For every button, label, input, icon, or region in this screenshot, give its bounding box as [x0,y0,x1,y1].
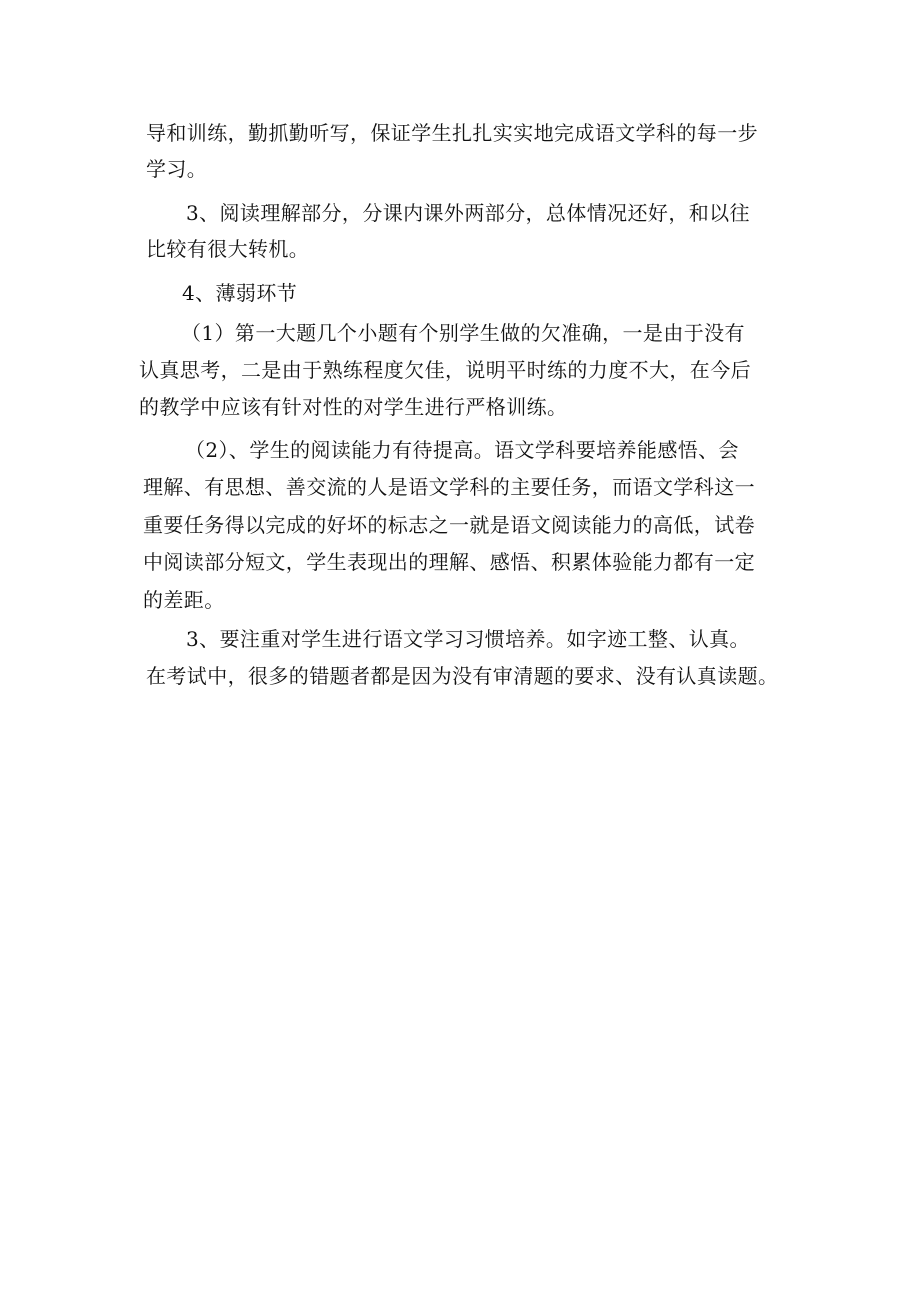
paragraph-6-line-1: 3、要注重对学生进行语文学习习惯培养。如字迹工整、认真。 [186,627,750,651]
paragraph-5-line-4: 中阅读部分短文，学生表现出的理解、感悟、积累体验能力都有一定 [143,550,755,574]
paragraph-6-line-2: 在考试中，很多的错题者都是因为没有审清题的要求、没有认真读题。 [146,664,779,688]
paragraph-2-line-2: 比较有很大转机。 [146,237,310,261]
paragraph-1-line-2: 学习。 [146,157,208,181]
paragraph-2-line-1: 3、阅读理解部分，分课内课外两部分，总体情况还好，和以往 [186,201,750,225]
paragraph-4-line-2: 认真思考，二是由于熟练程度欠佳，说明平时练的力度不大，在今后 [139,358,751,382]
paragraph-1-line-1: 导和训练，勤抓勤听写，保证学生扎扎实实地完成语文学科的每一步 [146,121,758,145]
paragraph-3-heading: 4、薄弱环节 [182,281,298,305]
paragraph-5-line-1: （2）、学生的阅读能力有待提高。语文学科要培养能感悟、会 [185,438,739,462]
paragraph-5-line-3: 重要任务得以完成的好坏的标志之一就是语文阅读能力的高低，试卷 [143,513,755,537]
paragraph-5-line-2: 理解、有思想、善交流的人是语文学科的主要任务，而语文学科这一 [143,475,755,499]
paragraph-5-line-5: 的差距。 [143,588,225,612]
paragraph-4-line-1: （1）第一大题几个小题有个别学生做的欠准确，一是由于没有 [181,321,745,345]
paragraph-4-line-3: 的教学中应该有针对性的对学生进行严格训练。 [139,395,568,419]
